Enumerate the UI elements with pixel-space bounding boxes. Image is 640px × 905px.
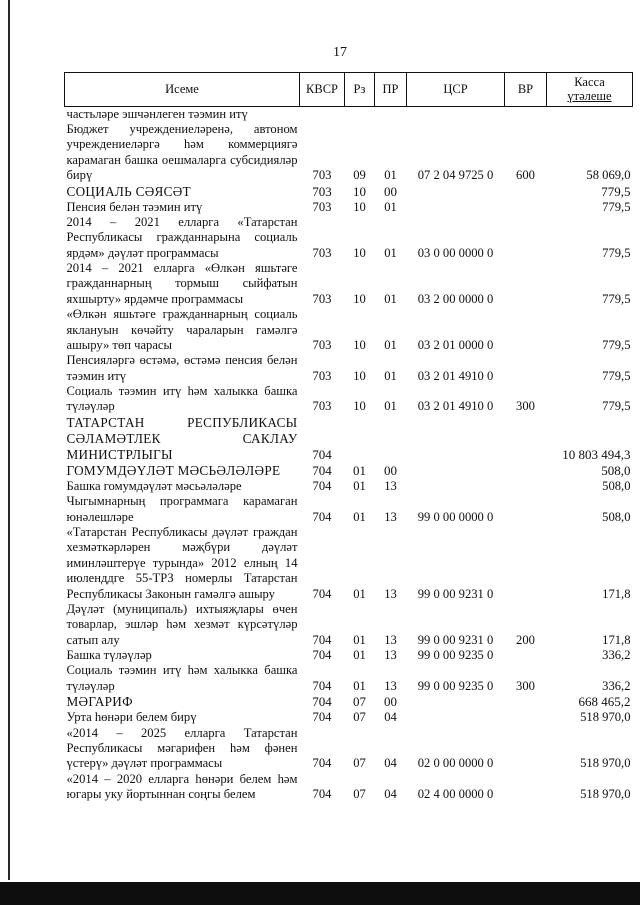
- row-vr: 300: [516, 399, 535, 414]
- row-vr: [505, 215, 547, 261]
- row-sum: 779,5: [602, 368, 631, 383]
- scan-left-edge: [8, 0, 10, 880]
- row-rz: 10: [353, 291, 366, 306]
- row-sum: 171,8: [602, 586, 631, 601]
- table-row: [65, 694, 633, 710]
- row-csr: 99 0 00 9231 0: [417, 632, 494, 647]
- header-sum: [547, 73, 633, 107]
- row-kvsr: 703: [312, 368, 332, 383]
- row-name: 2014 – 2021 елларга «Өлкән яшьтәге гражданнарның тормыш сыйфатын яхшырту» ярдәмче программасы: [66, 261, 298, 306]
- row-name: «Татарстан Республикасы дәүләт граждан хезмәткәрләрен мәҗбүри дәүләт иминләштерүе турында» 2012 елның 14 июленддге 55-ТРЗ номерлы Татарстан Республикасы Законын гамәлгә ашыру: [66, 525, 298, 601]
- row-name: «2014 – 2025 елларга Татарстан Республикасы мәгарифен һәм фәнен үстерү» дәүләт программасы: [66, 725, 298, 771]
- header-pr: ПР: [375, 73, 407, 107]
- row-csr: 03 0 00 0000 0: [417, 245, 494, 260]
- row-sum: 508,0: [602, 509, 631, 524]
- budget-table: [64, 72, 633, 802]
- row-rz: 09: [353, 168, 366, 183]
- row-vr: [505, 479, 547, 494]
- row-kvsr: 703: [312, 199, 332, 214]
- row-kvsr: 704: [312, 586, 332, 601]
- row-pr: 04: [384, 756, 397, 771]
- row-pr: 01: [384, 368, 397, 383]
- table-row: [65, 384, 633, 415]
- row-rz: 01: [353, 586, 366, 601]
- row-sum: 518 970,0: [580, 710, 631, 725]
- table-row: [65, 602, 633, 648]
- row-rz: 07: [353, 694, 366, 710]
- row-csr: 03 2 01 0000 0: [417, 337, 494, 352]
- row-sum: 518 970,0: [580, 786, 631, 801]
- page-number: 17: [333, 45, 347, 60]
- row-kvsr: 703: [312, 168, 332, 183]
- row-kvsr: 703: [312, 245, 332, 260]
- row-sum: 336,2: [602, 648, 631, 662]
- row-vr: [505, 726, 547, 772]
- row-csr: 02 0 00 0000 0: [417, 756, 494, 771]
- row-kvsr: 704: [312, 447, 332, 463]
- row-name: Социаль тәэмин итү һәм халыкка башка түләүләр: [66, 663, 298, 693]
- row-name: Урта һөнәри белем бирү: [66, 710, 197, 725]
- row-sum: 779,5: [602, 399, 631, 414]
- table-row: [65, 184, 633, 200]
- row-vr: [505, 710, 547, 725]
- row-pr: 00: [384, 694, 397, 710]
- row-rz: 10: [353, 368, 366, 383]
- row-rz: 01: [353, 463, 366, 479]
- row-pr: 00: [384, 463, 397, 479]
- row-pr: 01: [384, 291, 397, 306]
- row-sum: 336,2: [602, 678, 631, 693]
- row-sum: 779,5: [602, 337, 631, 352]
- row-name: ГОМУМДӘҮЛӘТ МӘСЬӘЛӘЛӘРЕ: [66, 462, 281, 478]
- header-rz: Рз: [345, 73, 375, 107]
- row-kvsr: 704: [312, 632, 332, 647]
- row-pr: 13: [384, 479, 397, 494]
- row-pr: 01: [384, 168, 397, 183]
- row-sum: 171,8: [602, 632, 631, 647]
- row-pr: 01: [384, 199, 397, 214]
- row-kvsr: [300, 106, 345, 122]
- row-name: Пенсияләргә өстәмә, өстәмә пенсия белән тәэмин итү: [66, 353, 298, 383]
- row-csr: 02 4 00 0000 0: [417, 786, 494, 801]
- table-header: [65, 73, 633, 107]
- row-vr: 200: [516, 632, 535, 647]
- row-rz: 10: [353, 199, 366, 214]
- row-rz: 01: [353, 632, 366, 647]
- row-kvsr: 704: [312, 786, 332, 801]
- row-rz: 10: [353, 399, 366, 414]
- row-name: Башка түләүләр: [66, 648, 152, 662]
- row-rz: 01: [353, 509, 366, 524]
- row-csr: [407, 184, 505, 200]
- row-name: частьләре эшчәнлеген тәэмин итү: [66, 106, 248, 121]
- row-pr: 13: [384, 678, 397, 693]
- row-name: Дәүләт (муниципаль) ихтыяҗлары өчен товарлар, эшләр һәм хезмәт күрсәтүләр сатып алу: [66, 601, 298, 647]
- row-vr: [505, 200, 547, 215]
- table-row: [65, 215, 633, 261]
- row-pr: 13: [384, 586, 397, 601]
- row-name: Социаль тәэмин итү һәм халыкка башка түләүләр: [66, 383, 298, 414]
- row-name: Башка гомумдәүләт мәсьәләләре: [66, 479, 242, 494]
- row-name: 2014 – 2021 елларга «Татарстан Республикасы гражданнарына социаль ярдәм» дәүләт программасы: [66, 215, 298, 260]
- row-vr: [505, 106, 547, 122]
- row-csr: 03 2 01 4910 0: [417, 399, 494, 414]
- row-csr: [407, 415, 505, 463]
- row-pr: 13: [384, 648, 397, 662]
- row-sum: 58 069,0: [586, 168, 631, 183]
- row-vr: [505, 415, 547, 463]
- header-vr: ВР: [505, 73, 547, 107]
- row-csr: 03 2 01 4910 0: [417, 368, 494, 383]
- row-pr: 04: [384, 710, 397, 725]
- row-vr: [505, 694, 547, 710]
- row-kvsr: 704: [312, 756, 332, 771]
- row-pr: [375, 415, 407, 463]
- row-vr: [505, 648, 547, 663]
- header-kvsr: КВСР: [300, 73, 345, 107]
- row-csr: 99 0 00 0000 0: [417, 509, 494, 524]
- table-row: [65, 663, 633, 694]
- table-row: [65, 122, 633, 183]
- row-name: Пенсия белән тәэмин итү: [66, 199, 203, 214]
- row-sum: 518 970,0: [580, 756, 631, 771]
- row-name: Чыгымнарның программага карамаган юнәлешләре: [66, 494, 298, 524]
- row-vr: [505, 261, 547, 307]
- table-row: [65, 463, 633, 479]
- row-name: «2014 – 2020 елларга һөнәри белем һәм югары уку йортыннан соңгы белем: [66, 771, 298, 801]
- table-row: [65, 772, 633, 803]
- header-sum-line2: үтәлеше: [567, 89, 612, 104]
- row-vr: [505, 353, 547, 384]
- row-csr: 03 2 00 0000 0: [417, 291, 494, 306]
- row-sum: 779,5: [601, 183, 631, 199]
- row-sum: 508,0: [602, 479, 631, 494]
- row-name: СОЦИАЛЬ СӘЯСӘТ: [66, 183, 191, 199]
- row-csr: [407, 479, 505, 494]
- table-row: [65, 479, 633, 494]
- row-pr: [375, 106, 407, 122]
- row-kvsr: 704: [312, 648, 332, 662]
- row-rz: 07: [353, 710, 366, 725]
- table-row: [65, 200, 633, 215]
- row-name: МӘГАРИФ: [66, 694, 133, 710]
- row-vr: 600: [516, 168, 535, 183]
- row-pr: 01: [384, 337, 397, 352]
- row-vr: [505, 307, 547, 353]
- row-name: «Өлкән яшьтәге гражданнарның социаль яклануын көчәйту чараларын гамәлгә ашыру» төп чарасы: [66, 307, 298, 352]
- row-csr: 99 0 00 9235 0: [417, 678, 494, 693]
- row-csr: [407, 710, 505, 725]
- row-kvsr: 704: [312, 479, 332, 494]
- row-rz: 01: [353, 648, 366, 662]
- table-row: [65, 261, 633, 307]
- row-sum: 779,5: [602, 291, 631, 306]
- row-pr: 13: [384, 632, 397, 647]
- row-pr: 01: [384, 245, 397, 260]
- table-body: [65, 106, 633, 802]
- row-kvsr: 703: [312, 291, 332, 306]
- row-rz: 10: [353, 245, 366, 260]
- row-kvsr: 703: [312, 183, 332, 199]
- row-pr: 01: [384, 399, 397, 414]
- table-row: [65, 353, 633, 384]
- row-rz: 07: [353, 786, 366, 801]
- row-csr: 99 0 00 9235 0: [417, 648, 494, 662]
- row-kvsr: 704: [312, 710, 332, 725]
- row-rz: 10: [353, 337, 366, 352]
- row-csr: [407, 463, 505, 479]
- row-rz: 10: [353, 183, 366, 199]
- row-kvsr: 704: [312, 509, 332, 524]
- row-pr: 04: [384, 786, 397, 801]
- table-row: [65, 415, 633, 463]
- table-row: [65, 494, 633, 525]
- row-vr: [505, 463, 547, 479]
- table-row: [65, 710, 633, 725]
- table-row: [65, 726, 633, 772]
- row-rz: [345, 415, 375, 463]
- row-sum: 779,5: [602, 245, 631, 260]
- row-pr: 00: [384, 183, 397, 199]
- row-kvsr: 704: [312, 694, 332, 710]
- table-row: [65, 106, 633, 122]
- header-sum-line1: Касса: [574, 75, 605, 89]
- row-csr: [407, 106, 505, 122]
- row-sum: 10 803 494,3: [562, 447, 631, 463]
- row-rz: 07: [353, 756, 366, 771]
- table-row: [65, 525, 633, 602]
- row-kvsr: 703: [312, 399, 332, 414]
- row-sum: [547, 106, 633, 122]
- row-sum: 668 465,2: [578, 694, 631, 710]
- row-sum: 508,0: [601, 463, 631, 479]
- row-kvsr: 704: [312, 463, 332, 479]
- scan-bottom-band: [0, 882, 640, 905]
- row-vr: [505, 525, 547, 602]
- table-row: [65, 307, 633, 353]
- row-rz: [345, 106, 375, 122]
- row-vr: [505, 184, 547, 200]
- row-csr: 99 0 00 9231 0: [417, 586, 494, 601]
- header-csr: ЦСР: [407, 73, 505, 107]
- row-pr: 13: [384, 509, 397, 524]
- row-rz: 01: [353, 678, 366, 693]
- row-csr: 07 2 04 9725 0: [417, 168, 494, 183]
- row-kvsr: 703: [312, 337, 332, 352]
- row-csr: [407, 200, 505, 215]
- row-vr: [505, 772, 547, 803]
- row-name: Бюджет учреждениеләренә, автоном учреждениеләргә һәм коммерциягә карамаган башка оешмаларга субсидияләр бирү: [66, 122, 298, 183]
- row-rz: 01: [353, 479, 366, 494]
- row-name: ТАТАРСТАН РЕСПУБЛИКАСЫ СӘЛАМӘТЛЕК САКЛАУ МИНИСТРЛЫГЫ: [66, 414, 298, 462]
- row-vr: 300: [516, 678, 535, 693]
- row-sum: 779,5: [602, 199, 631, 214]
- header-name: Исеме: [65, 73, 300, 107]
- row-kvsr: 704: [312, 678, 332, 693]
- row-csr: [407, 694, 505, 710]
- row-vr: [505, 494, 547, 525]
- table-row: [65, 648, 633, 663]
